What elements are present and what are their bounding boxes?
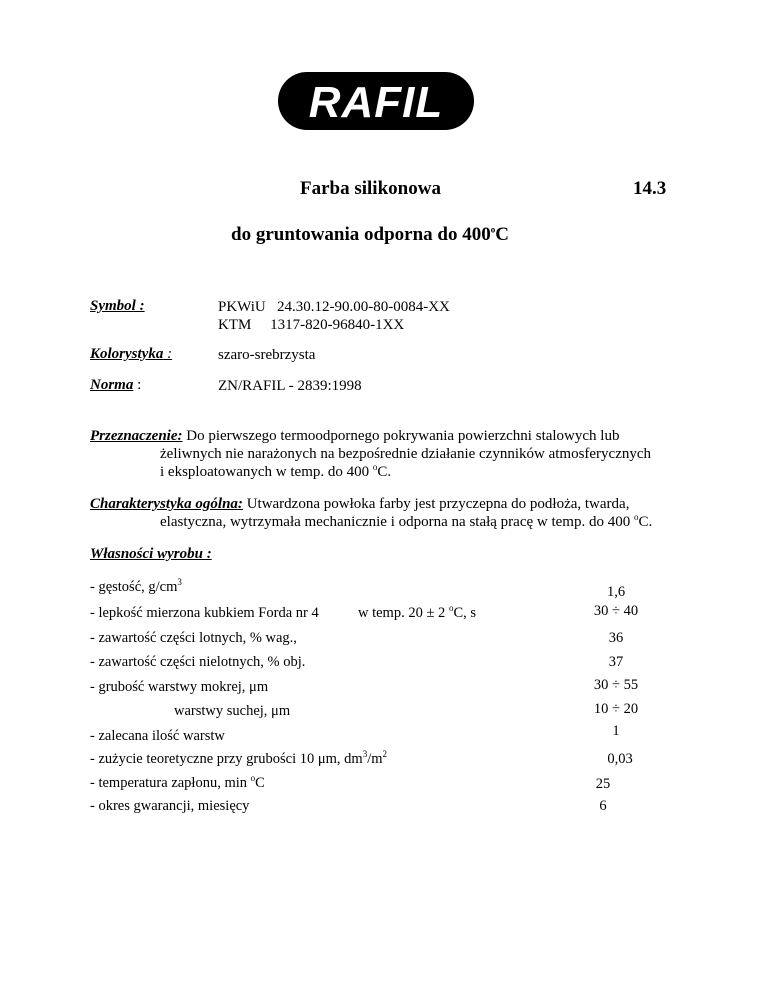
przeznaczenie-line3: i eksploatowanych w temp. do 400 $^o$C.: [160, 462, 392, 480]
symbol-ktm: KTM 1317-820-96840-1XX: [218, 317, 405, 333]
charakterystyka-label: Charakterystyka ogólna:: [90, 496, 243, 512]
prop-mokra: - grubość warstwy mokrej, μm: [90, 679, 269, 695]
prop-zuzycie: - zużycie teoretyczne przy grubości 10 μm, $dm^3/m^2$: [90, 749, 388, 767]
value-lotne: 36: [608, 630, 624, 646]
value-zuzycie: 0,03: [607, 751, 633, 767]
prop-sucha: warstwy suchej, μm: [174, 703, 291, 719]
charakterystyka-line1: Charakterystyka ogólna: Utwardzona powłoka farby jest przyczepna do podłoża, twarda,: [90, 496, 630, 512]
value-lepkosc: 30 ÷ 40: [593, 603, 639, 619]
value-mokra: 30 ÷ 55: [593, 677, 639, 693]
prop-lepkosc-temp: w temp. 20 ± 2 $^o$C, s: [358, 603, 477, 621]
value-zaplon: 25: [595, 776, 611, 792]
charakterystyka-line2: elastyczna, wytrzymała mechanicznie i odporna na stałą pracę w temp. do 400 $^o$C.: [160, 512, 653, 530]
norma-label: Norma: [90, 377, 134, 393]
value-warstwy: 1: [612, 723, 620, 739]
value-gestosc: 1,6: [606, 584, 626, 600]
kolorystyka-label: Kolorystyka: [90, 346, 164, 362]
przeznaczenie-label: Przeznaczenie:: [90, 428, 183, 444]
product-title: Farba silikonowa: [300, 178, 441, 199]
prop-lepkosc: - lepkość mierzona kubkiem Forda nr 4: [90, 605, 319, 621]
przeznaczenie-line2: żeliwnych nie narażonych na bezpośrednie działanie czynników atmosferycznych: [160, 446, 652, 462]
prop-gwarancja: - okres gwarancji, miesięcy: [90, 798, 250, 814]
rafil-logo-graphic: [276, 70, 476, 132]
value-sucha: 10 ÷ 20: [593, 701, 639, 717]
symbol-pkwiu: PKWiU 24.30.12-90.00-80-0084-XX: [218, 299, 450, 315]
value-nielotne: 37: [608, 654, 624, 670]
prop-lotne: - zawartość części lotnych, % wag.,: [90, 630, 297, 646]
prop-zaplon: - temperatura zapłonu, min $^o$C: [90, 773, 265, 791]
norma-label-wrap: Norma :: [90, 377, 142, 393]
value-gwarancja: 6: [599, 798, 607, 814]
prop-nielotne: - zawartość części nielotnych, % obj.: [90, 654, 306, 670]
prop-warstwy: - zalecana ilość warstw: [90, 728, 225, 744]
symbol-label: Symbol :: [90, 298, 145, 314]
przeznaczenie-line1: Przeznaczenie: Do pierwszego termoodpornego pokrywania powierzchni stalowych lub: [90, 428, 620, 444]
product-subtitle: do gruntowania odporna do 400$^o$C: [231, 224, 509, 245]
wlasnosci-label: Własności wyrobu :: [90, 546, 212, 562]
logo-text: RAFIL: [308, 78, 444, 127]
rafil-logo: [276, 70, 476, 132]
kolorystyka-label-wrap: Kolorystyka :: [90, 346, 173, 362]
kolorystyka-value: szaro-srebrzysta: [218, 347, 316, 363]
norma-value: ZN/RAFIL - 2839:1998: [218, 378, 362, 394]
prop-gestosc: - gęstość, $g/cm^3$: [90, 577, 182, 595]
product-code: 14.3: [633, 178, 667, 199]
